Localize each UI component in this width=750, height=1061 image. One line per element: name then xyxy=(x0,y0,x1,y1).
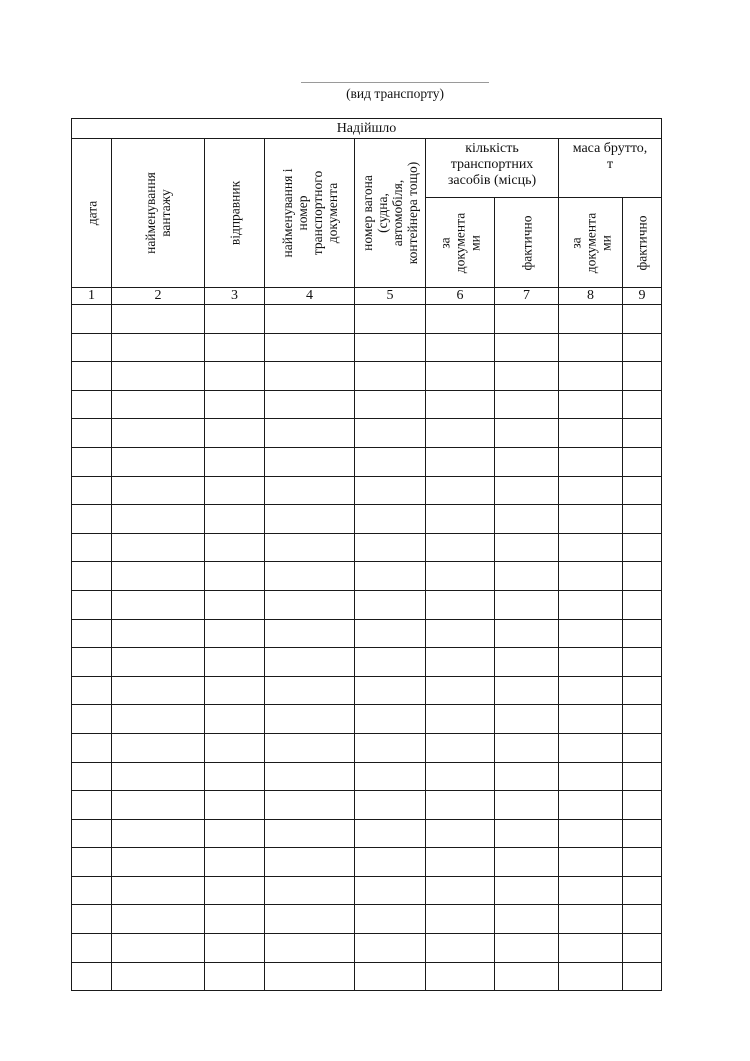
header-label-line: документа xyxy=(583,212,598,273)
table-cell[interactable] xyxy=(623,905,662,934)
table-cell[interactable] xyxy=(495,533,559,562)
table-cell[interactable] xyxy=(623,876,662,905)
table-cell[interactable] xyxy=(623,562,662,591)
table-cell[interactable] xyxy=(559,676,623,705)
table-cell[interactable] xyxy=(112,733,205,762)
header-label-line: контейнера тощо) xyxy=(405,161,420,265)
table-cell[interactable] xyxy=(495,791,559,820)
header-label-line: засобів (місць) xyxy=(447,173,537,188)
table-cell[interactable] xyxy=(495,848,559,877)
table-cell[interactable] xyxy=(495,562,559,591)
table-cell[interactable] xyxy=(355,390,426,419)
table-cell[interactable] xyxy=(205,962,265,991)
column-number: 4 xyxy=(265,288,355,305)
column-number: 7 xyxy=(495,288,559,305)
table-cell[interactable] xyxy=(623,533,662,562)
column-number: 6 xyxy=(426,288,495,305)
table-cell[interactable] xyxy=(72,905,112,934)
table-cell[interactable] xyxy=(205,447,265,476)
table-cell[interactable] xyxy=(426,819,495,848)
table-row xyxy=(72,447,662,476)
table-cell[interactable] xyxy=(495,590,559,619)
table-cell[interactable] xyxy=(205,848,265,877)
header-mass-actual xyxy=(623,198,662,288)
table-cell[interactable] xyxy=(265,476,355,505)
header-quantity-by-docs xyxy=(426,198,495,288)
table-cell[interactable] xyxy=(355,447,426,476)
table-cell[interactable] xyxy=(112,362,205,391)
table-cell[interactable] xyxy=(355,876,426,905)
transport-type-line xyxy=(301,82,489,83)
table-cell[interactable] xyxy=(559,648,623,677)
table-cell[interactable] xyxy=(72,648,112,677)
table-cell[interactable] xyxy=(112,648,205,677)
table-cell[interactable] xyxy=(205,934,265,963)
header-label-line: номер вагона xyxy=(360,175,375,251)
table-cell[interactable] xyxy=(205,590,265,619)
table-cell[interactable] xyxy=(205,562,265,591)
table-cell[interactable] xyxy=(205,390,265,419)
table-cell[interactable] xyxy=(265,562,355,591)
table-cell[interactable] xyxy=(426,390,495,419)
table-cell[interactable] xyxy=(72,848,112,877)
table-cell[interactable] xyxy=(72,362,112,391)
header-group-quantity xyxy=(426,139,559,198)
table-cell[interactable] xyxy=(426,447,495,476)
table-cell[interactable] xyxy=(112,962,205,991)
table-row xyxy=(72,590,662,619)
table-cell[interactable] xyxy=(265,648,355,677)
table-row xyxy=(72,819,662,848)
table-cell[interactable] xyxy=(426,419,495,448)
table-cell[interactable] xyxy=(355,905,426,934)
header-label-line: кількість xyxy=(465,141,519,156)
table-cell[interactable] xyxy=(265,934,355,963)
header-label-line: т xyxy=(606,157,614,172)
table-cell[interactable] xyxy=(72,934,112,963)
header-label-line: вантажу xyxy=(158,189,173,237)
table-cell[interactable] xyxy=(426,762,495,791)
table-cell[interactable] xyxy=(355,419,426,448)
table-cell[interactable] xyxy=(112,590,205,619)
table-cell[interactable] xyxy=(205,648,265,677)
table-cell[interactable] xyxy=(355,733,426,762)
table-cell[interactable] xyxy=(495,876,559,905)
table-cell[interactable] xyxy=(623,819,662,848)
table-cell[interactable] xyxy=(112,619,205,648)
table-cell[interactable] xyxy=(495,362,559,391)
table-row xyxy=(72,733,662,762)
table-cell[interactable] xyxy=(355,962,426,991)
table-cell[interactable] xyxy=(623,848,662,877)
table-cell[interactable] xyxy=(426,505,495,534)
column-number: 5 xyxy=(355,288,426,305)
table-cell[interactable] xyxy=(72,791,112,820)
header-label-line: фактично xyxy=(519,214,534,271)
header-label-line: за xyxy=(568,236,583,249)
table-row xyxy=(72,962,662,991)
header-label-line: відправник xyxy=(227,180,242,246)
table-cell[interactable] xyxy=(559,819,623,848)
table-cell[interactable] xyxy=(559,333,623,362)
table-cell[interactable] xyxy=(72,733,112,762)
table-cell[interactable] xyxy=(623,419,662,448)
table-cell[interactable] xyxy=(623,447,662,476)
table-cell[interactable] xyxy=(495,305,559,334)
table-cell[interactable] xyxy=(205,419,265,448)
table-row xyxy=(72,619,662,648)
table-cell[interactable] xyxy=(265,905,355,934)
table-cell[interactable] xyxy=(559,733,623,762)
header-label-line: документа xyxy=(324,182,340,244)
table-cell[interactable] xyxy=(205,791,265,820)
table-cell[interactable] xyxy=(623,962,662,991)
table-cell[interactable] xyxy=(559,905,623,934)
table-cell[interactable] xyxy=(265,362,355,391)
table-cell[interactable] xyxy=(205,905,265,934)
header-quantity-actual xyxy=(495,198,559,288)
table-cell[interactable] xyxy=(112,848,205,877)
table-cell[interactable] xyxy=(559,848,623,877)
table-cell[interactable] xyxy=(205,362,265,391)
table-cell[interactable] xyxy=(495,962,559,991)
table-cell[interactable] xyxy=(112,934,205,963)
table-cell[interactable] xyxy=(72,705,112,734)
header-label-line: за xyxy=(437,236,453,249)
table-cell[interactable] xyxy=(72,876,112,905)
header-label-line: дата xyxy=(84,200,99,226)
table-cell[interactable] xyxy=(559,419,623,448)
table-cell[interactable] xyxy=(355,476,426,505)
table-cell[interactable] xyxy=(623,333,662,362)
table-cell[interactable] xyxy=(426,619,495,648)
header-wagon-number xyxy=(355,139,426,288)
table-row xyxy=(72,905,662,934)
table-cell[interactable] xyxy=(623,390,662,419)
table-cell[interactable] xyxy=(72,676,112,705)
table-cell[interactable] xyxy=(559,705,623,734)
table-row xyxy=(72,676,662,705)
table-cell[interactable] xyxy=(426,305,495,334)
header-label-line: ми xyxy=(598,234,613,251)
table-row xyxy=(72,305,662,334)
table-cell[interactable] xyxy=(72,619,112,648)
table-cell[interactable] xyxy=(495,390,559,419)
column-number: 1 xyxy=(72,288,112,305)
table-cell[interactable] xyxy=(265,962,355,991)
table-cell[interactable] xyxy=(426,733,495,762)
table-cell[interactable] xyxy=(265,590,355,619)
table-cell[interactable] xyxy=(355,848,426,877)
table-cell[interactable] xyxy=(112,562,205,591)
column-number: 9 xyxy=(623,288,662,305)
table-cell[interactable] xyxy=(559,934,623,963)
table-cell[interactable] xyxy=(426,562,495,591)
header-label-line: маса брутто, xyxy=(572,141,648,156)
table-cell[interactable] xyxy=(426,791,495,820)
table-cell[interactable] xyxy=(559,447,623,476)
table-row xyxy=(72,648,662,677)
table-cell[interactable] xyxy=(559,305,623,334)
table-cell[interactable] xyxy=(72,419,112,448)
table-cell[interactable] xyxy=(112,447,205,476)
table-row xyxy=(72,848,662,877)
table-cell[interactable] xyxy=(112,533,205,562)
table-cell[interactable] xyxy=(426,362,495,391)
table-cell[interactable] xyxy=(355,505,426,534)
table-cell[interactable] xyxy=(426,934,495,963)
table-cell[interactable] xyxy=(205,876,265,905)
table-cell[interactable] xyxy=(355,562,426,591)
table-cell[interactable] xyxy=(72,962,112,991)
table-cell[interactable] xyxy=(265,676,355,705)
table-cell[interactable] xyxy=(559,533,623,562)
table-cell[interactable] xyxy=(205,333,265,362)
header-label-line: фактично xyxy=(634,214,650,271)
table-cell[interactable] xyxy=(559,791,623,820)
table-cell[interactable] xyxy=(265,791,355,820)
table-cell[interactable] xyxy=(265,819,355,848)
table-cell[interactable] xyxy=(559,962,623,991)
table-cell[interactable] xyxy=(495,333,559,362)
column-number: 2 xyxy=(112,288,205,305)
table-cell[interactable] xyxy=(355,533,426,562)
table-cell[interactable] xyxy=(426,533,495,562)
table-cell[interactable] xyxy=(205,762,265,791)
table-cell[interactable] xyxy=(112,762,205,791)
table-cell[interactable] xyxy=(495,419,559,448)
table-cell[interactable] xyxy=(205,819,265,848)
table-cell[interactable] xyxy=(426,676,495,705)
table-cell[interactable] xyxy=(72,333,112,362)
table-cell[interactable] xyxy=(623,762,662,791)
table-cell[interactable] xyxy=(495,619,559,648)
header-label-line: (судна, xyxy=(375,193,390,233)
table-cell[interactable] xyxy=(112,505,205,534)
table-cell[interactable] xyxy=(623,733,662,762)
table-cell[interactable] xyxy=(72,533,112,562)
table-cell[interactable] xyxy=(112,476,205,505)
table-row xyxy=(72,505,662,534)
table-cell[interactable] xyxy=(559,619,623,648)
table-cell[interactable] xyxy=(495,762,559,791)
table-cell[interactable] xyxy=(265,505,355,534)
table-cell[interactable] xyxy=(72,476,112,505)
table-cell[interactable] xyxy=(112,819,205,848)
table-cell[interactable] xyxy=(426,848,495,877)
table-cell[interactable] xyxy=(495,505,559,534)
table-cell[interactable] xyxy=(559,590,623,619)
table-row xyxy=(72,791,662,820)
table-row xyxy=(72,333,662,362)
header-label-line: найменування і xyxy=(279,168,295,258)
table-cell[interactable] xyxy=(265,876,355,905)
table-cell[interactable] xyxy=(426,333,495,362)
table-cell[interactable] xyxy=(72,590,112,619)
table-cell[interactable] xyxy=(623,676,662,705)
table-cell[interactable] xyxy=(205,705,265,734)
table-cell[interactable] xyxy=(559,476,623,505)
table-cell[interactable] xyxy=(623,362,662,391)
table-cell[interactable] xyxy=(355,305,426,334)
header-mass-by-docs xyxy=(559,198,623,288)
table-cell[interactable] xyxy=(112,791,205,820)
table-cell[interactable] xyxy=(112,905,205,934)
table-cell[interactable] xyxy=(495,819,559,848)
table-cell[interactable] xyxy=(265,533,355,562)
table-cell[interactable] xyxy=(265,305,355,334)
table-cell[interactable] xyxy=(112,705,205,734)
table-cell[interactable] xyxy=(205,505,265,534)
table-row xyxy=(72,876,662,905)
table-cell[interactable] xyxy=(355,819,426,848)
table-cell[interactable] xyxy=(426,476,495,505)
table-cell[interactable] xyxy=(495,648,559,677)
table-row xyxy=(72,390,662,419)
table-row xyxy=(72,762,662,791)
table-cell[interactable] xyxy=(72,562,112,591)
table-cell[interactable] xyxy=(355,934,426,963)
table-cell[interactable] xyxy=(112,305,205,334)
table-cell[interactable] xyxy=(265,333,355,362)
ledger-body xyxy=(72,305,662,991)
table-cell[interactable] xyxy=(72,390,112,419)
receipt-ledger-table xyxy=(71,118,662,991)
header-label-line: автомобіля, xyxy=(390,179,405,247)
table-cell[interactable] xyxy=(426,705,495,734)
table-row xyxy=(72,934,662,963)
table-row xyxy=(72,705,662,734)
column-number: 8 xyxy=(559,288,623,305)
table-cell[interactable] xyxy=(265,762,355,791)
table-cell[interactable] xyxy=(355,762,426,791)
table-cell[interactable] xyxy=(623,590,662,619)
table-cell[interactable] xyxy=(112,333,205,362)
header-transport-document xyxy=(265,139,355,288)
table-cell[interactable] xyxy=(426,876,495,905)
table-row xyxy=(72,362,662,391)
table-cell[interactable] xyxy=(72,305,112,334)
column-number-row xyxy=(72,288,662,305)
table-cell[interactable] xyxy=(559,390,623,419)
table-row xyxy=(72,476,662,505)
table-row xyxy=(72,419,662,448)
table-cell[interactable] xyxy=(72,447,112,476)
transport-type-caption: (вид транспорту) xyxy=(346,86,444,101)
table-cell[interactable] xyxy=(72,819,112,848)
table-cell[interactable] xyxy=(355,791,426,820)
header-label-line: документа xyxy=(452,212,468,273)
table-cell[interactable] xyxy=(355,705,426,734)
table-cell[interactable] xyxy=(355,333,426,362)
table-cell[interactable] xyxy=(426,590,495,619)
table-cell[interactable] xyxy=(355,619,426,648)
table-cell[interactable] xyxy=(112,419,205,448)
table-cell[interactable] xyxy=(426,905,495,934)
table-cell[interactable] xyxy=(426,962,495,991)
table-cell[interactable] xyxy=(205,733,265,762)
table-cell[interactable] xyxy=(495,705,559,734)
table-row xyxy=(72,562,662,591)
table-cell[interactable] xyxy=(355,676,426,705)
table-cell[interactable] xyxy=(559,562,623,591)
table-cell[interactable] xyxy=(205,305,265,334)
header-cargo-name xyxy=(112,139,205,288)
table-cell[interactable] xyxy=(559,505,623,534)
header-label-line: найменування xyxy=(143,172,158,254)
header-group-mass xyxy=(559,139,662,198)
table-cell[interactable] xyxy=(495,934,559,963)
column-number: 3 xyxy=(205,288,265,305)
header-label-line: транспортних xyxy=(450,157,534,172)
table-cell[interactable] xyxy=(495,447,559,476)
table-cell[interactable] xyxy=(265,419,355,448)
table-cell[interactable] xyxy=(495,676,559,705)
table-cell[interactable] xyxy=(265,848,355,877)
table-cell[interactable] xyxy=(623,619,662,648)
table-cell[interactable] xyxy=(265,619,355,648)
header-sender xyxy=(205,139,265,288)
table-cell[interactable] xyxy=(559,762,623,791)
table-title: Надійшло xyxy=(72,119,662,139)
table-cell[interactable] xyxy=(205,476,265,505)
table-cell[interactable] xyxy=(495,905,559,934)
table-cell[interactable] xyxy=(205,676,265,705)
header-label-line: ми xyxy=(467,234,483,251)
table-cell[interactable] xyxy=(623,305,662,334)
table-cell[interactable] xyxy=(72,505,112,534)
table-cell[interactable] xyxy=(265,447,355,476)
table-cell[interactable] xyxy=(205,533,265,562)
table-cell[interactable] xyxy=(559,362,623,391)
table-cell[interactable] xyxy=(72,762,112,791)
table-cell[interactable] xyxy=(355,590,426,619)
table-cell[interactable] xyxy=(495,733,559,762)
table-cell[interactable] xyxy=(623,505,662,534)
table-cell[interactable] xyxy=(623,476,662,505)
table-cell[interactable] xyxy=(559,876,623,905)
table-cell[interactable] xyxy=(495,476,559,505)
header-label-line: транспортного xyxy=(309,170,325,256)
table-cell[interactable] xyxy=(112,876,205,905)
header-label-line: номер xyxy=(294,195,310,231)
table-cell[interactable] xyxy=(112,676,205,705)
table-cell[interactable] xyxy=(623,705,662,734)
table-cell[interactable] xyxy=(426,648,495,677)
table-cell[interactable] xyxy=(265,705,355,734)
table-cell[interactable] xyxy=(265,733,355,762)
header-date xyxy=(72,139,112,288)
table-cell[interactable] xyxy=(205,619,265,648)
table-cell[interactable] xyxy=(623,934,662,963)
table-cell[interactable] xyxy=(355,362,426,391)
table-row xyxy=(72,533,662,562)
table-cell[interactable] xyxy=(623,791,662,820)
table-cell[interactable] xyxy=(112,390,205,419)
table-cell[interactable] xyxy=(265,390,355,419)
table-cell[interactable] xyxy=(355,648,426,677)
table-cell[interactable] xyxy=(623,648,662,677)
